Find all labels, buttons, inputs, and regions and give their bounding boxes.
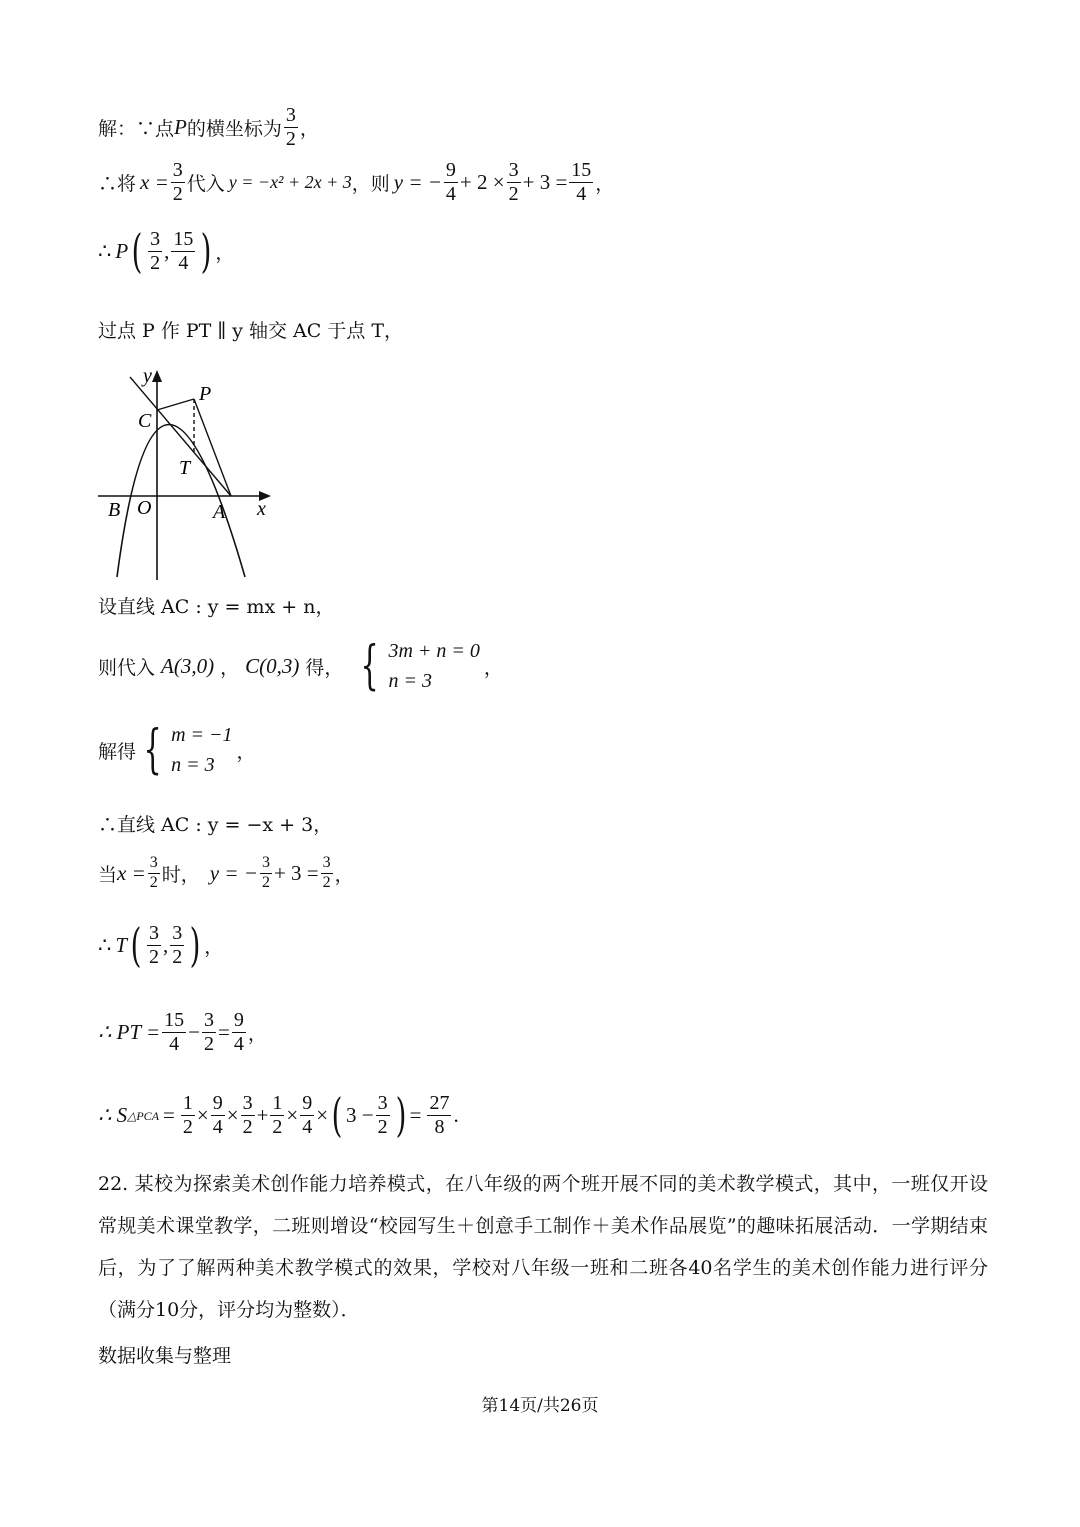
segment-cp [157,399,194,410]
text: 解：∵点 [98,118,175,140]
fraction [270,1093,284,1138]
num: 3 [321,855,333,874]
left-paren: ( [131,224,143,278]
den: 2 [172,183,183,205]
num: 27 [429,1091,450,1114]
text: 设直线 AC : y = mx + n， [98,596,335,618]
math: + 3 = [522,170,568,194]
solution-line-8 [98,810,332,837]
brace: { [143,720,162,780]
den: 4 [445,183,456,205]
num: 9 [233,1009,244,1031]
punct: . [453,1102,459,1127]
solution-line-4 [98,316,403,343]
den: 4 [169,1033,180,1055]
section-heading [98,1341,231,1368]
text: 过点 P 作 PT ∥ y 轴交 AC 于点 T， [98,320,404,342]
num: 3 [148,855,160,874]
fraction [241,1093,255,1138]
num: 3 [172,921,183,944]
left-paren: ( [331,1088,343,1142]
math: = [218,1020,230,1044]
num: 3 [508,159,519,181]
fraction [427,1093,451,1138]
subscript: △PCA [127,1109,160,1123]
fraction [171,229,195,274]
den: 2 [150,251,161,274]
parabola-figure [95,362,285,580]
text: 时， [161,863,200,886]
num: 3 [150,227,161,250]
text: 则代入 [98,656,156,679]
den: 2 [377,1115,388,1138]
num: 3 [260,855,272,874]
den: 2 [508,183,519,205]
num: 3 [172,159,183,181]
math: x = [140,170,169,194]
text: 数据收集与整理 [98,1345,232,1367]
solution-line-1 [98,105,319,150]
fraction [569,160,593,205]
math: ∴ [98,238,112,263]
page-footer: 第14页/共26页 [481,1396,599,1416]
right-paren: ) [200,224,212,278]
math: y = − [393,170,442,194]
math: T [115,932,128,957]
fraction [148,229,162,274]
fraction [376,1093,390,1138]
num: 15 [571,159,592,181]
den: 2 [242,1115,253,1138]
problem-22-text: 22. 某校为探索美术创作能力培养模式，在八年级的两个班开展不同的美术教学模式，其中，一班仅开设常规美术课堂教学，二班则增设“校园写生＋创意手工制作＋美术作品展览”的趣味拓展活动．一学期结束后，为了了解两种美术教学模式的效果，学校对八年级一班和二班各40名学生的美术创作能力进行评分（满分10分，评分均为整数）． [98,1173,988,1321]
num: 9 [212,1091,223,1114]
fraction [260,855,272,892]
right-paren: ) [395,1088,407,1142]
punct: ， [247,1023,267,1045]
eq: m = −1 [171,724,233,746]
num: 9 [445,159,456,181]
den: 2 [149,873,158,891]
den: 4 [302,1115,313,1138]
label-p: P [199,383,212,405]
num: 9 [302,1091,313,1114]
punct: ， [215,241,235,264]
text: 得， [305,656,344,679]
math: y = − [209,860,258,885]
punct: ， [236,740,256,763]
math: C(0,3) [245,653,300,678]
num: 1 [272,1091,283,1114]
solution-line-10: ∴ T ( $\frac{3}{2}$ , $\frac{3}{2}$ ) ， [98,918,224,972]
fraction [170,923,184,968]
punct: ， [483,656,503,679]
den: 4 [212,1115,223,1138]
fraction [321,855,333,892]
solution-line-11 [98,1010,267,1055]
fraction [444,160,458,205]
punct: ， [334,863,354,886]
den: 2 [182,1115,193,1138]
text: ，则 [351,173,390,195]
text: 的横坐标为 [186,118,282,140]
text: 当 [98,863,118,886]
left-paren: ( [130,918,142,972]
y-arrow [152,370,162,382]
math: y = −x² + 2x + 3 [228,172,352,192]
math: + 3 = [273,860,319,885]
num: 3 [242,1091,253,1114]
eq: n = 3 [171,754,215,776]
fraction [202,1010,216,1055]
text: 代入 [186,173,225,195]
num: 3 [149,921,160,944]
var-p: P [174,115,187,139]
fraction [147,923,161,968]
right-paren: ) [189,918,201,972]
fraction [300,1093,314,1138]
punct: ， [595,173,615,195]
num: 1 [182,1091,193,1114]
solution-line-5 [98,592,334,619]
den: 8 [434,1115,445,1138]
den: 4 [233,1033,244,1055]
num: 15 [164,1009,185,1031]
den: 2 [322,873,331,891]
fraction [507,160,521,205]
label-o: O [137,497,152,519]
equation-system [171,720,232,780]
math: ∴ S [98,1102,128,1127]
math: − [188,1020,201,1044]
num: 3 [204,1009,215,1031]
brace: { [360,636,380,696]
punct: ， [204,935,224,958]
label-b: B [108,499,121,521]
fraction [181,1093,195,1138]
solution-line-12: ∴ S △PCA = $\frac{1}{2}$ × $\frac{9}{4}$ × $\frac{3}{2}$ + $\frac{1}{2}$ × $\frac{9}{4}$ × ( 3 − $\frac{3}{2}$ ) = $\frac{27}{8}$ . [98,1088,459,1142]
math: ∴ [98,932,112,957]
math: ∴ PT = [98,1020,161,1044]
eq: 3m + n = 0 [388,640,480,662]
num: 15 [173,227,194,250]
num: 3 [377,1091,388,1114]
label-c: C [138,410,152,432]
solution-line-9 [98,855,354,892]
label-t: T [179,457,191,479]
den: 2 [272,1115,283,1138]
math: P [115,238,129,263]
text: ∴将 [98,173,137,195]
den: 4 [576,183,587,205]
solution-line-2 [98,160,614,205]
math: x = [117,860,146,885]
label-x: x [257,498,266,520]
math: + 2 × [459,170,505,194]
den: 2 [204,1033,215,1055]
solution-line-7 [98,720,256,780]
den: 2 [172,945,183,968]
text: 解得 [98,740,137,763]
fraction [148,855,160,892]
den: 2 [149,945,160,968]
fraction [162,1010,186,1055]
eq: n = 3 [388,670,432,692]
den: 4 [178,251,189,274]
den: 2 [285,128,296,150]
fraction [171,160,185,205]
num: 3 [285,104,296,126]
solution-line-6: 则代入 A(3,0) ， C(0,3) 得， { 3m + n = 0 n = 3 ， [98,636,503,696]
text: ∴直线 AC : y = −x + 3， [98,814,333,836]
punct: ， [299,118,319,140]
label-a: A [213,501,226,523]
math: A(3,0) [161,653,215,678]
solution-line-3: ∴ P ( $\frac{3}{2}$ , $\frac{15}{4}$ ) ， [98,224,235,278]
fraction [211,1093,225,1138]
fraction [232,1010,246,1055]
equation-system [388,636,479,696]
den: 2 [261,873,270,891]
fraction [284,105,298,150]
label-y: y [143,365,152,387]
